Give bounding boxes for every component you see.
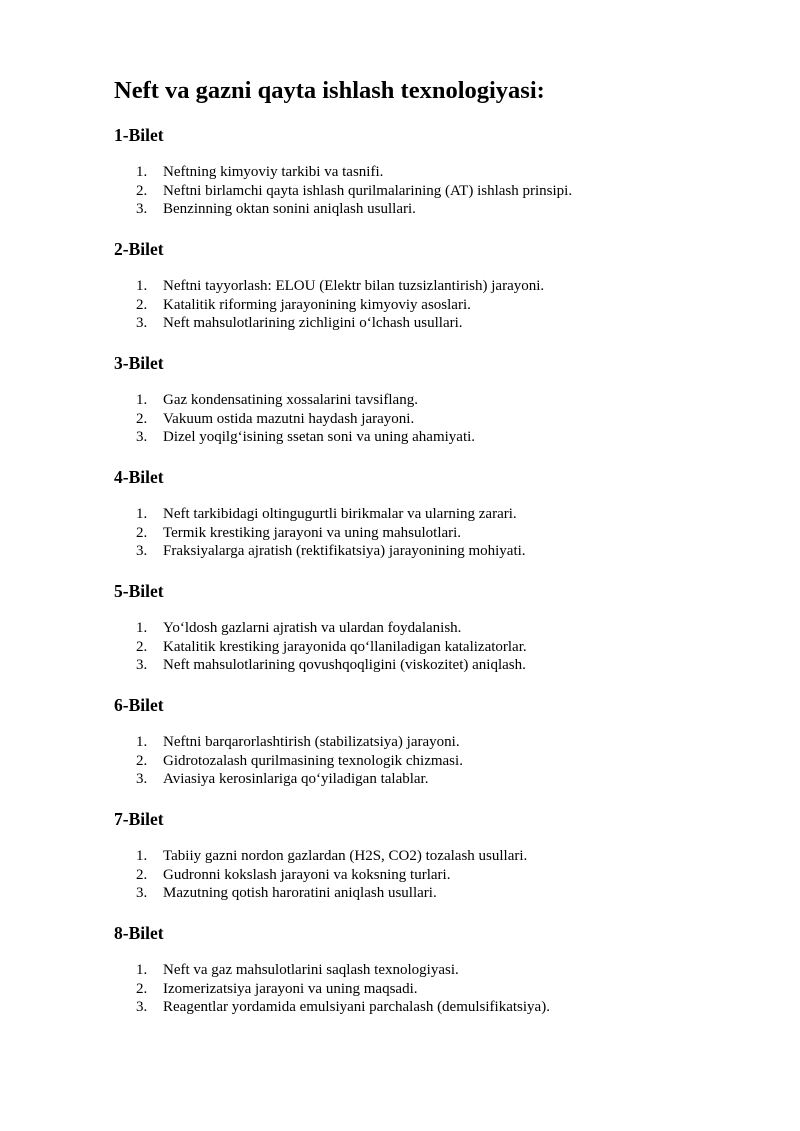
document-title: Neft va gazni qayta ishlash texnologiyasi:	[114, 77, 545, 104]
question-list	[114, 733, 754, 789]
question-text: Fraksiyalarga ajratish (rektifikatsiya) jarayonining mohiyati.	[163, 543, 526, 559]
question-item	[114, 770, 754, 789]
ticket-heading: 8-Bilet	[114, 923, 164, 943]
question-text: Neft tarkibidagi oltingugurtli birikmalar va ularning zarari.	[163, 506, 517, 522]
question-item	[114, 200, 754, 219]
question-text: Mazutning qotish haroratini aniqlash usullari.	[163, 885, 437, 901]
question-text: Neftning kimyoviy tarkibi va tasnifi.	[163, 164, 384, 180]
question-item	[114, 961, 754, 980]
ticket-heading: 3-Bilet	[114, 353, 164, 373]
question-text: Gidrotozalash qurilmasining texnologik chizmasi.	[163, 752, 463, 769]
question-text: Dizel yoqilg‘isining ssetan soni va uning ahamiyati.	[163, 429, 476, 445]
question-text: Aviasiya kerosinlariga qo‘yiladigan talablar.	[163, 771, 429, 787]
question-item	[114, 619, 754, 638]
question-text: Neft mahsulotlarining qovushqoqligini (viskozitet) aniqlash.	[163, 657, 526, 673]
ticket-heading: 6-Bilet	[114, 695, 164, 715]
question-item	[114, 752, 754, 771]
question-number: 1.	[136, 164, 148, 180]
question-item	[114, 980, 754, 999]
question-text: Termik krestiking jarayoni va uning mahsulotlari.	[163, 524, 462, 541]
question-item	[114, 733, 754, 752]
ticket-heading: 2-Bilet	[114, 239, 164, 259]
ticket-section	[114, 580, 754, 675]
question-item	[114, 656, 754, 675]
question-item	[114, 163, 754, 182]
ticket-section	[114, 466, 754, 561]
question-list	[114, 163, 754, 219]
question-text: Katalitik krestiking jarayonida qo‘llaniladigan katalizatorlar.	[163, 638, 527, 655]
question-item	[114, 428, 754, 447]
question-number: 2.	[136, 182, 148, 199]
question-number: 3.	[136, 315, 148, 331]
question-text: Katalitik riforming jarayonining kimyoviy asoslari.	[163, 296, 471, 313]
question-text: Yo‘ldosh gazlarni ajratish va ulardan foydalanish.	[163, 620, 462, 636]
question-item	[114, 314, 754, 333]
question-number: 2.	[136, 752, 148, 769]
question-item	[114, 866, 754, 885]
question-number: 1.	[136, 278, 148, 294]
question-text: Benzinning oktan sonini aniqlash usullari.	[163, 201, 416, 217]
ticket-section	[114, 922, 754, 1017]
question-number: 1.	[136, 734, 148, 750]
question-number: 3.	[136, 201, 148, 217]
question-item	[114, 998, 754, 1017]
question-text: Reagentlar yordamida emulsiyani parchalash (demulsifikatsiya).	[163, 999, 550, 1015]
question-text: Neftni birlamchi qayta ishlash qurilmalarining (AT) ishlash prinsipi.	[163, 182, 573, 199]
ticket-heading: 1-Bilet	[114, 125, 164, 145]
ticket-heading: 4-Bilet	[114, 467, 164, 487]
question-item	[114, 505, 754, 524]
question-text: Neft va gaz mahsulotlarini saqlash texnologiyasi.	[163, 962, 459, 978]
ticket-section	[114, 352, 754, 447]
ticket-section	[114, 124, 754, 219]
question-number: 2.	[136, 296, 148, 313]
ticket-section	[114, 808, 754, 903]
question-item	[114, 884, 754, 903]
question-number: 3.	[136, 771, 148, 787]
question-list	[114, 847, 754, 903]
ticket-section	[114, 694, 754, 789]
question-number: 3.	[136, 657, 148, 673]
question-number: 1.	[136, 392, 148, 408]
question-list	[114, 505, 754, 561]
question-text: Gudronni kokslash jarayoni va koksning turlari.	[163, 866, 451, 883]
question-item	[114, 524, 754, 543]
question-item	[114, 410, 754, 429]
question-number: 1.	[136, 506, 148, 522]
question-text: Vakuum ostida mazutni haydash jarayoni.	[163, 410, 415, 427]
question-number: 2.	[136, 524, 148, 541]
question-number: 2.	[136, 410, 148, 427]
question-number: 1.	[136, 848, 148, 864]
ticket-heading: 7-Bilet	[114, 809, 164, 829]
question-number: 2.	[136, 638, 148, 655]
question-item	[114, 277, 754, 296]
question-number: 3.	[136, 543, 148, 559]
question-number: 2.	[136, 980, 148, 997]
question-list	[114, 961, 754, 1017]
question-number: 3.	[136, 429, 148, 445]
question-text: Neft mahsulotlarining zichligini o‘lchash usullari.	[163, 315, 463, 331]
question-list	[114, 391, 754, 447]
question-item	[114, 391, 754, 410]
question-number: 2.	[136, 866, 148, 883]
question-text: Neftni tayyorlash: ELOU (Elektr bilan tuzsizlantirish) jarayoni.	[163, 278, 545, 294]
ticket-section	[114, 238, 754, 333]
question-item	[114, 182, 754, 201]
question-text: Tabiiy gazni nordon gazlardan (H2S, CO2) tozalash usullari.	[163, 848, 528, 864]
question-text: Neftni barqarorlashtirish (stabilizatsiya) jarayoni.	[163, 734, 460, 750]
question-number: 3.	[136, 885, 148, 901]
question-list	[114, 619, 754, 675]
ticket-heading: 5-Bilet	[114, 581, 164, 601]
question-text: Gaz kondensatining xossalarini tavsiflang.	[163, 392, 418, 408]
question-text: Izomerizatsiya jarayoni va uning maqsadi.	[163, 980, 418, 997]
question-number: 3.	[136, 999, 148, 1015]
question-list	[114, 277, 754, 333]
question-item	[114, 638, 754, 657]
question-number: 1.	[136, 620, 148, 636]
question-item	[114, 542, 754, 561]
question-item	[114, 296, 754, 315]
question-item	[114, 847, 754, 866]
question-number: 1.	[136, 962, 148, 978]
